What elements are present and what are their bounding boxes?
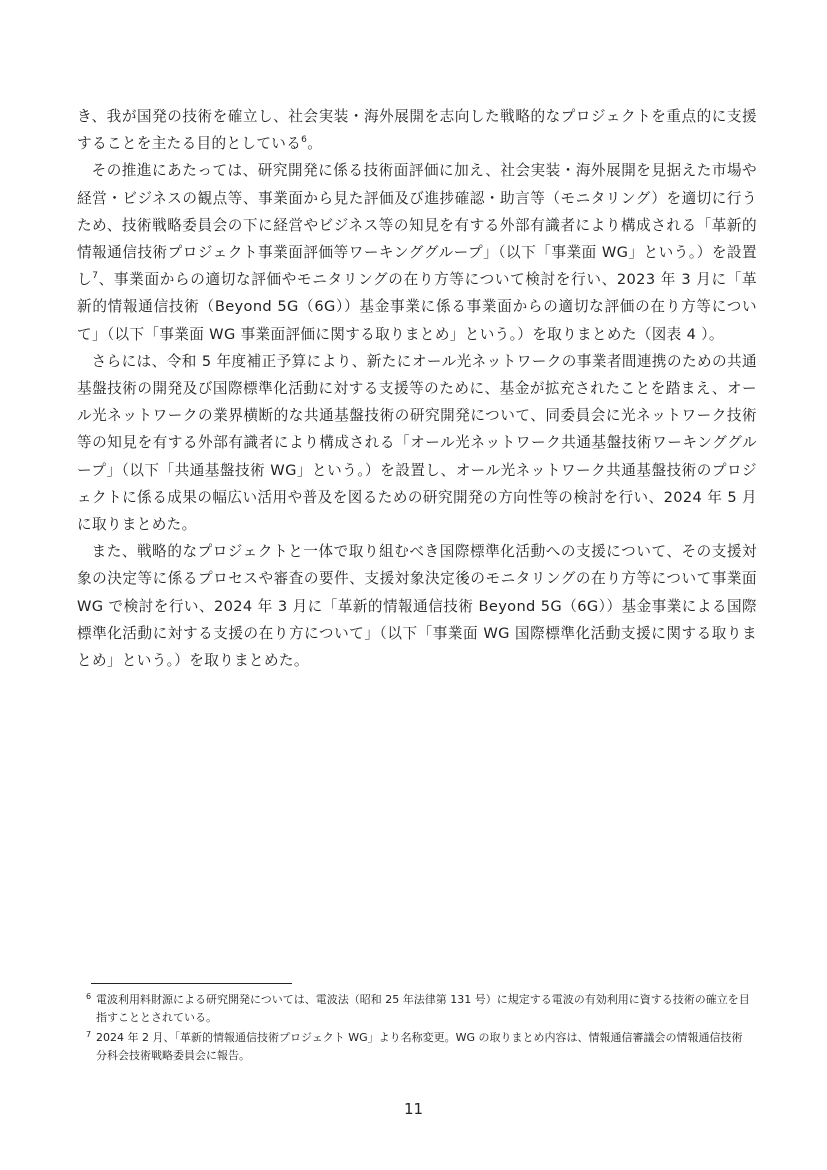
- paragraph: [77, 157, 757, 347]
- paragraph-text: き、我が国発の技術を確立し、社会実装・海外展開を志向した戦略的なプロジェクトを重点的に支援することを主たる目的としている: [77, 108, 757, 153]
- body-text: [77, 103, 757, 674]
- footnote-text: 電波利用料財源による研究開発については、電波法（昭和 25 年法律第 131 号）に規定する電波の有効利用に資する技術の確立を目指すこととされている。: [96, 993, 750, 1024]
- footnote: [86, 991, 750, 1027]
- footnote-divider: [91, 983, 292, 984]
- page-number: 11: [403, 1100, 424, 1118]
- footnote-ref-7[interactable]: 7: [92, 271, 99, 282]
- paragraph-text: さらには、令和 5 年度補正予算により、新たにオール光ネットワークの事業者間連携のための共通基盤技術の開発及び国際標準化活動に対する支援等のために、基金が拡充されたことを踏まえ、オール光ネットワークの業界横断的な共通基盤技術の研究開発について、同委員会に光ネットワーク技術等の知見を有する外部有識者により構成される「オール光ネットワーク共通基盤技術ワーキンググループ」（以下「共通基盤技術 WG」という。）を設置し、オール光ネットワーク共通基盤技術のプロジェクトに係る成果の幅広い活用や普及を図るための研究開発の方向性等の検討を行い、2024 年 5 月に取りまとめた。: [77, 352, 757, 534]
- paragraph: [77, 103, 757, 157]
- paragraph-text: 、事業面からの適切な評価やモニタリングの在り方等について検討を行い、2023 年 3 月に「革新的情報通信技術（Beyond 5G（6G））基金事業に係る事業面からの適切な評価の在り方等について」（以下「事業面 WG 事業面評価に関する取りまとめ」という。）を取りまとめた（図表 4 ）。: [77, 271, 757, 343]
- paragraph-text: また、戦略的なプロジェクトと一体で取り組むべき国際標準化活動への支援について、その支援対象の決定等に係るプロセスや審査の要件、支援対象決定後のモニタリングの在り方等について事業面 WG で検討を行い、2024 年 3 月に「革新的情報通信技術 Beyond 5G（6G））基金事業による国際標準化活動に対する支援の在り方について」（以下「事業面 WG 国際標準化活動支援に関する取りまとめ」という。）を取りまとめた。: [77, 543, 757, 670]
- paragraph-text: 。: [307, 135, 323, 153]
- footnotes: [86, 991, 750, 1067]
- footnote-ref-6[interactable]: 6: [301, 135, 308, 146]
- paragraph: [77, 348, 757, 538]
- paragraph: [77, 538, 757, 674]
- footnote-text: 2024 年 2 月、「革新的情報通信技術プロジェクト WG」より名称変更。WG の取りまとめ内容は、情報通信審議会の情報通信技術分科会技術戦略委員会に報告。: [96, 1031, 743, 1062]
- paragraph-text: その推進にあたっては、研究開発に係る技術面評価に加え、社会実装・海外展開を見据えた市場や経営・ビジネスの観点等、事業面から見た評価及び進捗確認・助言等（モニタリング）を適切に行うため、技術戦略委員会の下に経営やビジネス等の知見を有する外部有識者により構成される「革新的情報通信技術プロジェクト事業面評価等ワーキンググループ」（以下「事業面 WG」という。）を設置し: [77, 162, 757, 289]
- footnote: [86, 1029, 750, 1065]
- footnote-mark: 7: [86, 1030, 92, 1039]
- footnote-mark: 6: [86, 992, 92, 1001]
